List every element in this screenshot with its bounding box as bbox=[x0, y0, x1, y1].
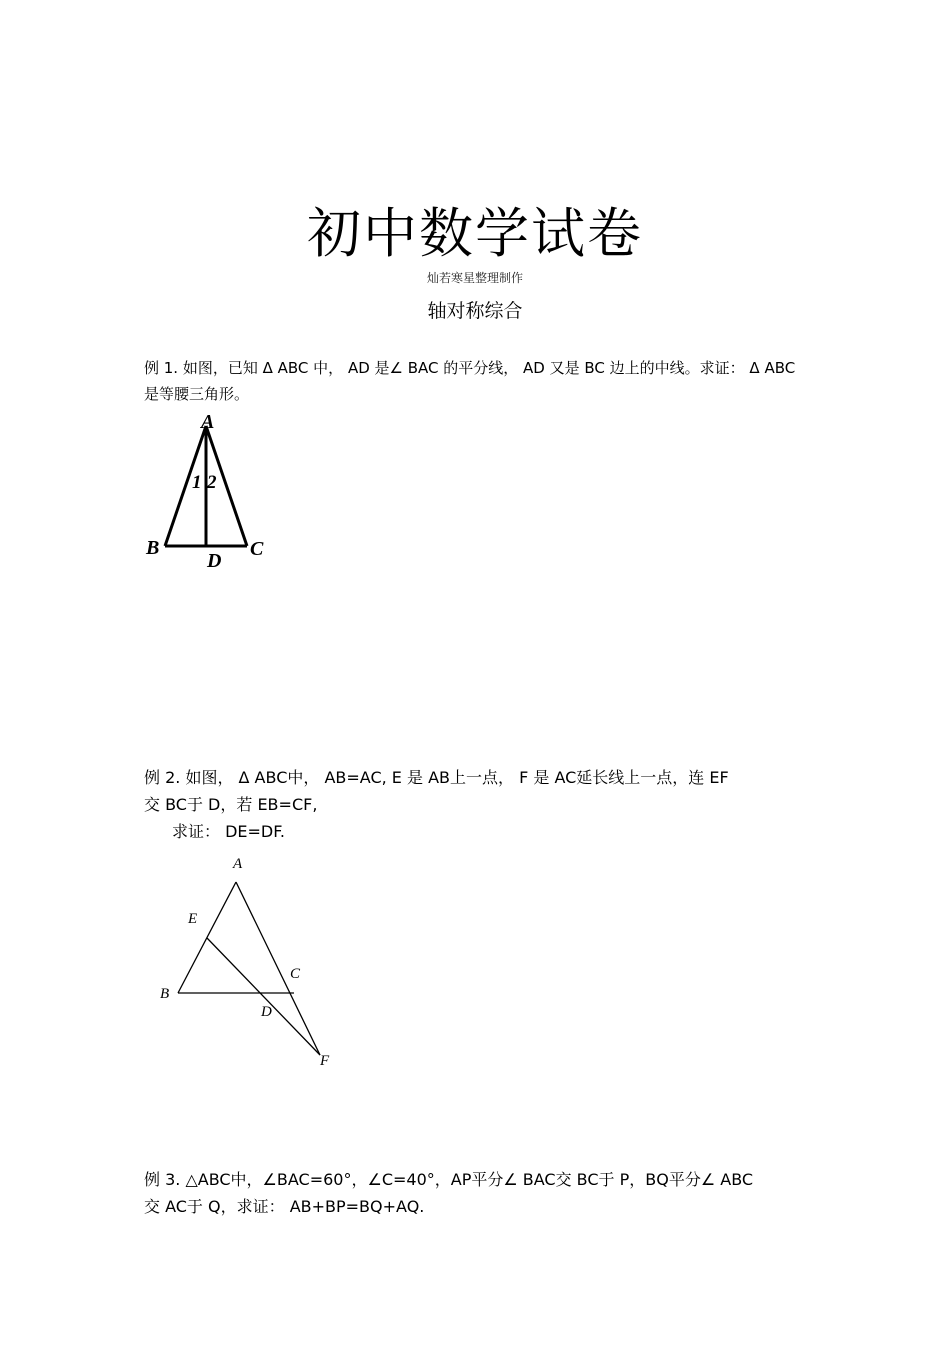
figure-2-label-c: C bbox=[290, 966, 301, 982]
figure-1-label-d: D bbox=[207, 550, 222, 572]
figure-1-angle-2: 2 bbox=[207, 472, 217, 493]
problem-2-line-1: 例 2. 如图， Δ ABC中， AB=AC, E 是 AB上一点， F 是 AC延长线上一点，连 EF bbox=[144, 768, 729, 787]
figure-2-label-e: E bbox=[188, 911, 198, 927]
figure-2-segment-ef bbox=[207, 938, 320, 1055]
problem-1 bbox=[144, 355, 824, 407]
section-title: 轴对称综合 bbox=[427, 300, 523, 322]
figure-1-label-a: A bbox=[201, 411, 215, 433]
page-title: 初中数学试卷 bbox=[307, 202, 643, 265]
figure-2-label-a: A bbox=[233, 856, 243, 872]
figure-1-angle-1: 1 bbox=[192, 472, 202, 493]
figure-2-side-acf bbox=[236, 882, 320, 1055]
problem-1-line-2: 是等腰三角形。 bbox=[144, 385, 250, 403]
figure-1-lines bbox=[165, 426, 247, 546]
problem-2-line-3: 求证： DE=DF. bbox=[172, 822, 285, 841]
figure-2-label-d: D bbox=[261, 1004, 272, 1020]
problem-3-line-1: 例 3. △ABC中，∠BAC=60°，∠C=40°，AP平分∠ BAC交 BC于 P，BQ平分∠ ABC bbox=[144, 1170, 754, 1189]
problem-1-line-1: 例 1. 如图，已知 Δ ABC 中， AD 是∠ BAC 的平分线， AD 又是 BC 边上的中线。求证： Δ ABC bbox=[144, 359, 796, 377]
figure-2-label-f: F bbox=[320, 1053, 330, 1069]
problem-2 bbox=[144, 764, 824, 845]
figure-2-side-ab bbox=[178, 882, 236, 993]
problem-3 bbox=[144, 1166, 824, 1220]
problem-2-line-2: 交 BC于 D，若 EB=CF, bbox=[144, 795, 318, 814]
figure-1-label-c: C bbox=[250, 538, 264, 560]
figure-2-label-b: B bbox=[160, 986, 170, 1002]
page-subtitle: 灿若寒星整理制作 bbox=[426, 271, 523, 285]
figure-1-triangle bbox=[140, 410, 280, 575]
problem-3-line-2: 交 AC于 Q，求证： AB+BP=BQ+AQ. bbox=[144, 1197, 425, 1216]
figure-1-label-b: B bbox=[146, 537, 160, 559]
figure-2-triangle bbox=[150, 850, 350, 1075]
